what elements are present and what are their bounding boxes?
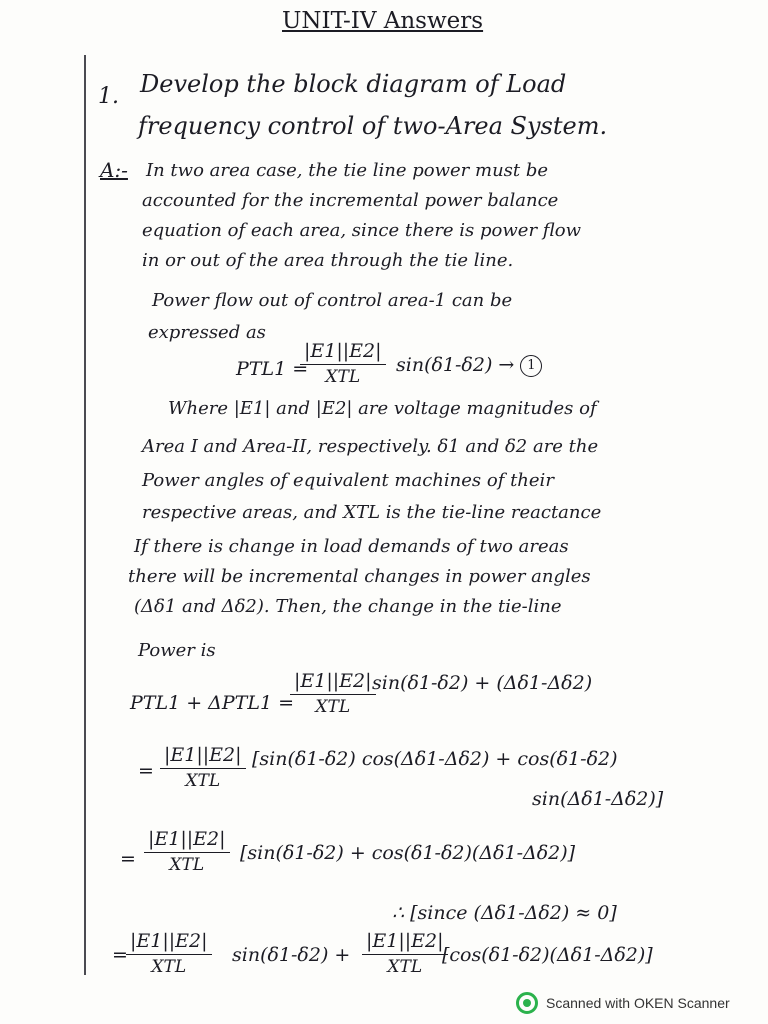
eq3-rhs-continued: sin(Δδ1-Δδ2)] <box>532 788 664 810</box>
eq5-middle: sin(δ1-δ2) + <box>232 944 351 966</box>
scanner-footer <box>516 992 730 1014</box>
eq5-lhs: = <box>112 944 128 966</box>
eq5-denominator-1: XTL <box>151 957 187 977</box>
paragraph3-line-5: If there is change in load demands of two areas <box>134 536 569 557</box>
eq1-numerator: |E1||E2| <box>300 340 386 365</box>
eq4-numerator: |E1||E2| <box>144 828 230 853</box>
eq5-fraction-2 <box>362 930 448 977</box>
eq5-numerator-1: |E1||E2| <box>126 930 212 955</box>
paragraph2-line-2: expressed as <box>148 322 266 343</box>
eq3-fraction <box>160 744 246 791</box>
paragraph1-line-2: accounted for the incremental power balance <box>142 190 559 211</box>
eq1-fraction <box>300 340 386 387</box>
question-number: 1. <box>98 84 119 109</box>
eq1-denominator: XTL <box>325 367 361 387</box>
eq2-numerator: |E1||E2| <box>290 670 376 695</box>
question-line-2: frequency control of two-Area System. <box>138 112 608 140</box>
question-line-1: Develop the block diagram of Load <box>140 70 567 98</box>
paragraph3-line-7: (Δδ1 and Δδ2). Then, the change in the tie-line <box>134 596 562 617</box>
paragraph3-line-6: there will be incremental changes in power angles <box>128 566 591 587</box>
eq5-numerator-2: |E1||E2| <box>362 930 448 955</box>
eq1-rhs-text: sin(δ1-δ2) → <box>396 354 515 376</box>
eq4-fraction <box>144 828 230 875</box>
oken-scanner-logo-icon <box>516 992 538 1014</box>
eq4-denominator: XTL <box>169 855 205 875</box>
paragraph3-line-4: respective areas, and XTL is the tie-line reactance <box>142 502 602 523</box>
paragraph3-line-2: Area I and Area-II, respectively. δ1 and δ2 are the <box>142 436 599 457</box>
eq4-lhs: = <box>120 848 136 870</box>
eq3-numerator: |E1||E2| <box>160 744 246 769</box>
eq3-lhs: = <box>138 760 154 782</box>
eq3-denominator: XTL <box>185 771 221 791</box>
eq2-fraction <box>290 670 376 717</box>
eq4-rhs: [sin(δ1-δ2) + cos(δ1-δ2)(Δδ1-Δδ2)] <box>240 842 576 864</box>
paragraph1-line-4: in or out of the area through the tie line. <box>142 250 514 271</box>
paragraph3-line-8: Power is <box>138 640 216 661</box>
eq5-rhs: [cos(δ1-δ2)(Δδ1-Δδ2)] <box>442 944 653 966</box>
page-heading: UNIT-IV Answers <box>282 8 484 34</box>
since-note: ∴ [since (Δδ1-Δδ2) ≈ 0] <box>392 902 617 924</box>
eq2-lhs: PTL1 + ΔPTL1 = <box>130 692 295 714</box>
eq1-tag: 1 <box>520 355 542 377</box>
scanner-footer-text: Scanned with OKEN Scanner <box>546 995 730 1011</box>
eq5-denominator-2: XTL <box>387 957 423 977</box>
eq5-fraction-1 <box>126 930 212 977</box>
eq3-rhs: [sin(δ1-δ2) cos(Δδ1-Δδ2) + cos(δ1-δ2) <box>252 748 618 770</box>
margin-line <box>84 55 86 975</box>
eq2-denominator: XTL <box>315 697 351 717</box>
paragraph3-line-3: Power angles of equivalent machines of their <box>142 470 554 491</box>
paragraph1-line-3: equation of each area, since there is power flow <box>142 220 582 241</box>
paragraph2-line-1: Power flow out of control area-1 can be <box>152 290 513 311</box>
eq1-lhs: PTL1 = <box>236 358 309 380</box>
eq2-rhs: sin(δ1-δ2) + (Δδ1-Δδ2) <box>372 672 593 694</box>
paragraph1-line-1: In two area case, the tie line power must be <box>146 160 549 181</box>
paragraph3-line-1: Where |E1| and |E2| are voltage magnitudes of <box>168 398 597 419</box>
answer-label: A:- <box>100 158 128 182</box>
eq1-rhs <box>396 354 542 377</box>
